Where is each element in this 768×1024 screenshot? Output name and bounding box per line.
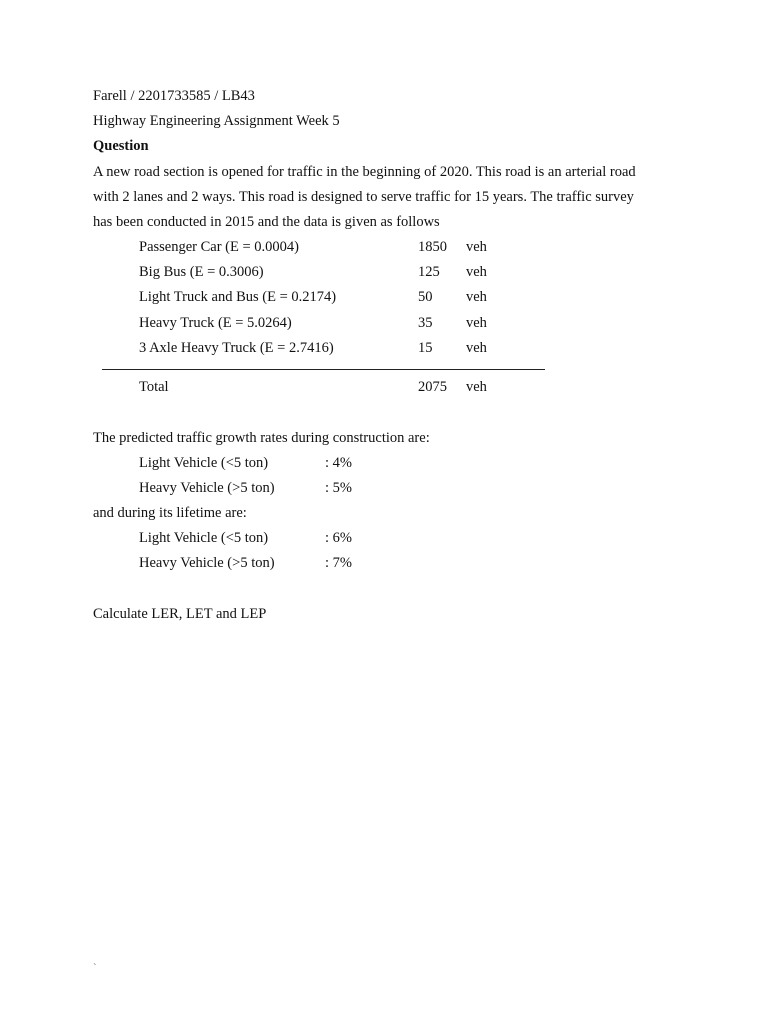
growth-rate-value: : 5%	[325, 480, 352, 496]
vehicle-count: 50	[418, 289, 433, 305]
table-row	[0, 288, 768, 306]
table-row	[0, 314, 768, 332]
growth-rate-value: : 6%	[325, 530, 352, 546]
total-count: 2075	[418, 379, 447, 395]
section-heading: Question	[93, 138, 149, 154]
question-paragraph-line: has been conducted in 2015 and the data is given as follows	[93, 214, 440, 230]
vehicle-type: Big Bus (E = 0.3006)	[139, 264, 264, 280]
growth-rate-label: Light Vehicle (<5 ton)	[139, 455, 269, 471]
vehicle-unit: veh	[466, 289, 487, 305]
table-row	[0, 339, 768, 357]
growth-rate-value: : 4%	[325, 455, 352, 471]
vehicle-unit: veh	[466, 340, 487, 356]
vehicle-count: 1850	[418, 239, 447, 255]
lifetime-growth-intro: and during its lifetime are:	[93, 505, 247, 521]
table-row	[0, 238, 768, 256]
growth-rate-row	[0, 479, 768, 497]
growth-rate-label: Light Vehicle (<5 ton)	[139, 530, 269, 546]
growth-rate-label: Heavy Vehicle (>5 ton)	[139, 555, 275, 571]
author-line: Farell / 2201733585 / LB43	[93, 88, 255, 104]
vehicle-type: Heavy Truck (E = 5.0264)	[139, 315, 292, 331]
vehicle-type: Passenger Car (E = 0.0004)	[139, 239, 299, 255]
growth-rate-row	[0, 529, 768, 547]
table-divider	[102, 369, 545, 370]
vehicle-type: 3 Axle Heavy Truck (E = 2.7416)	[139, 340, 334, 356]
growth-rate-value: : 7%	[325, 555, 352, 571]
growth-rate-row	[0, 554, 768, 572]
vehicle-type: Light Truck and Bus (E = 0.2174)	[139, 289, 337, 305]
question-paragraph-line: with 2 lanes and 2 ways. This road is designed to serve traffic for 15 years. The traffic survey	[93, 189, 634, 205]
construction-growth-intro: The predicted traffic growth rates during construction are:	[93, 430, 430, 446]
vehicle-unit: veh	[466, 239, 487, 255]
total-unit: veh	[466, 379, 487, 395]
vehicle-count: 125	[418, 264, 440, 280]
table-row	[0, 263, 768, 281]
vehicle-unit: veh	[466, 315, 487, 331]
growth-rate-row	[0, 454, 768, 472]
growth-rate-label: Heavy Vehicle (>5 ton)	[139, 480, 275, 496]
vehicle-unit: veh	[466, 264, 487, 280]
total-label: Total	[139, 379, 169, 395]
table-total-row	[0, 378, 768, 396]
question-paragraph-line: A new road section is opened for traffic in the beginning of 2020. This road is an arterial road	[93, 164, 636, 180]
vehicle-count: 35	[418, 315, 433, 331]
vehicle-count: 15	[418, 340, 433, 356]
stray-mark: `	[93, 962, 97, 974]
task-instruction: Calculate LER, LET and LEP	[93, 606, 267, 622]
course-line: Highway Engineering Assignment Week 5	[93, 113, 340, 129]
